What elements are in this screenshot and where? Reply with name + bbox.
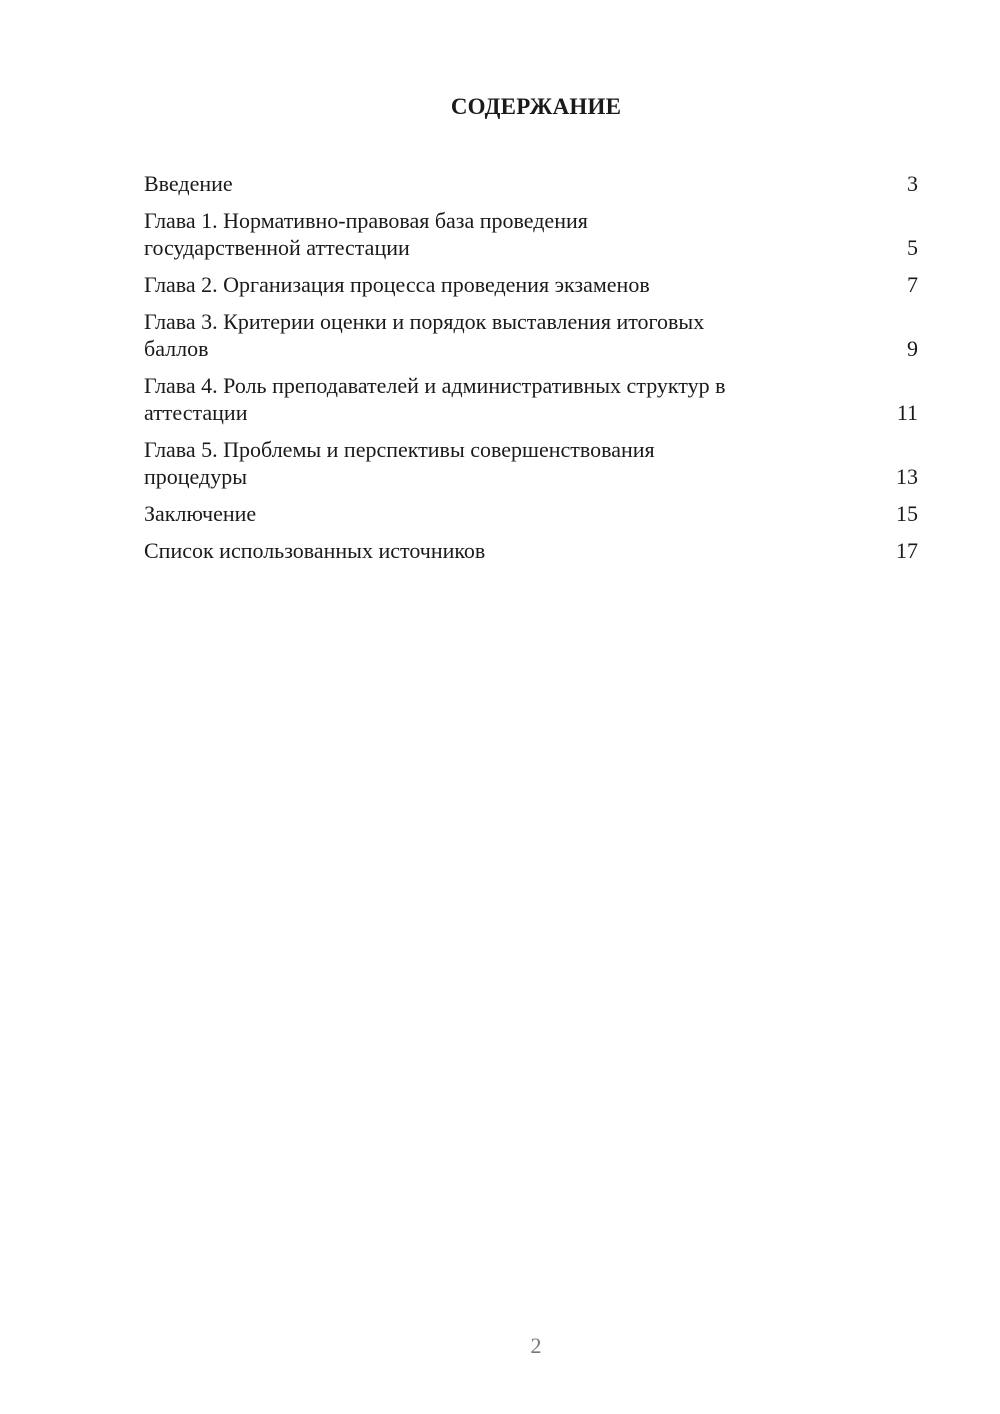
toc-entry-label: Заключение [144,501,257,526]
toc-entry-label: Глава 5. Проблемы и перспективы совершенствования процедуры [144,437,655,489]
toc-entry-introduction[interactable] [144,170,918,197]
toc-entry-page: 7 [907,272,918,297]
page-number: 2 [530,1333,542,1358]
toc-entry-page: 3 [907,171,918,196]
toc-entry-label: Список использованных источников [144,538,486,563]
toc-entry-chapter-3[interactable] [144,308,918,362]
toc-entry-conclusion[interactable] [144,500,918,527]
toc-entry-page: 9 [907,336,918,361]
toc-entry-label: Глава 1. Нормативно-правовая база проведения государственной аттестации [144,208,588,260]
toc-entry-label: Глава 3. Критерии оценки и порядок выставления итоговых баллов [144,309,705,361]
toc-entry-chapter-2[interactable] [144,271,918,298]
toc-entry-page: 11 [896,400,918,425]
page-title: СОДЕРЖАНИЕ [450,94,622,119]
toc-entry-chapter-1[interactable] [144,207,918,261]
toc-entry-page: 17 [896,538,918,563]
toc-entry-label: Введение [144,171,233,196]
toc-entry-page: 5 [907,235,918,260]
toc-entry-references[interactable] [144,537,918,564]
toc-entry-label: Глава 4. Роль преподавателей и административных структур в аттестации [144,373,726,425]
table-of-contents [144,170,918,574]
toc-entry-chapter-4[interactable] [144,372,918,426]
toc-entry-label: Глава 2. Организация процесса проведения экзаменов [144,272,650,297]
toc-entry-chapter-5[interactable] [144,436,918,490]
toc-entry-page: 15 [896,501,918,526]
toc-entry-page: 13 [896,464,918,489]
